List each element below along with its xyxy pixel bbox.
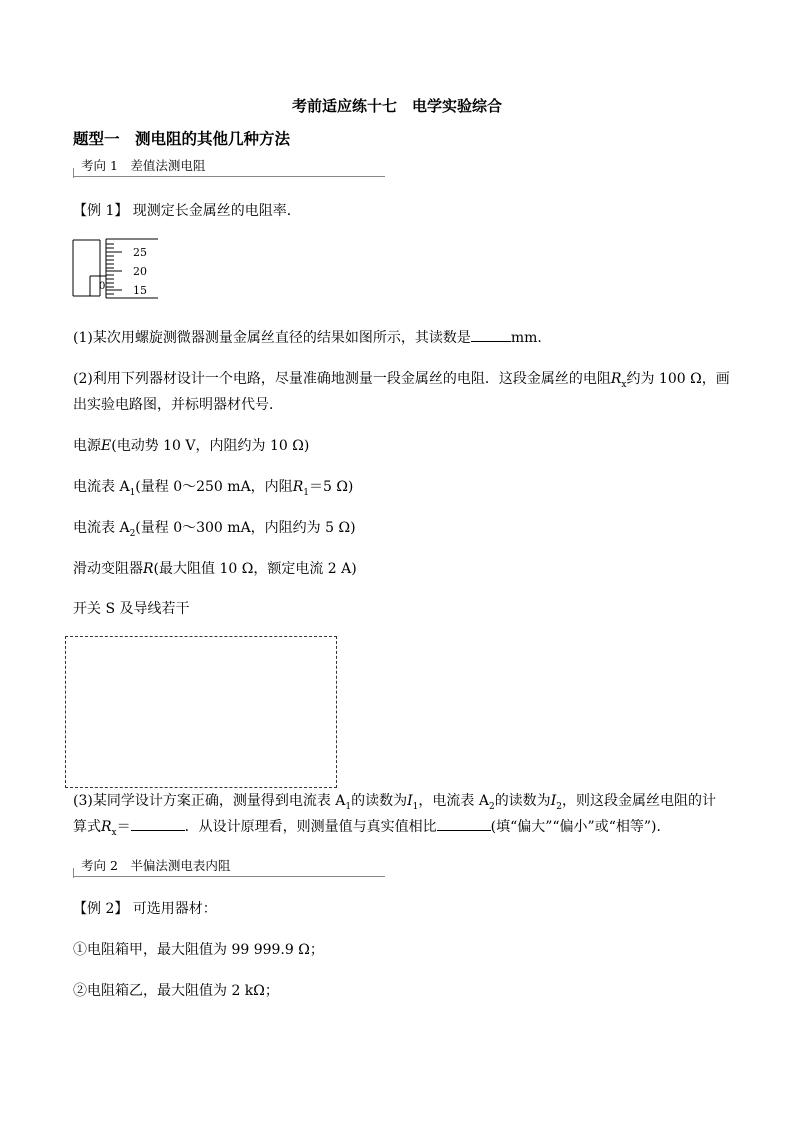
equipment-switch: 开关 S 及导线若干: [73, 601, 190, 617]
q3-subscript: x: [111, 827, 117, 838]
equip-symbol: R: [292, 479, 304, 495]
answer-blank-1[interactable]: [471, 327, 511, 342]
q3-text: ．从设计原理看，则测量值与真实值相比: [184, 819, 437, 835]
q3-text: (填“偏大”“偏小”或“相等”)．: [490, 819, 671, 835]
section-tick: [73, 868, 74, 878]
question-2-line-1: [73, 368, 730, 390]
section-label: 考向 2 半偏法测电表内阻: [81, 858, 231, 873]
q3-symbol: I: [407, 793, 413, 809]
micrometer-zero: 0: [99, 281, 106, 292]
q3-symbol: I: [550, 793, 557, 809]
equipment-rheostat: [73, 558, 357, 578]
section-label: 考向 1 差值法测电阻: [81, 158, 206, 173]
q3-text: 的读数为: [494, 793, 551, 809]
equip-text: (最大阻值 10 Ω，额定电流 2 A): [153, 561, 357, 577]
q3-text: ，电流表 A: [418, 793, 489, 809]
equip-subscript: 1: [303, 487, 309, 498]
question-3-line-2: [73, 816, 671, 838]
question-2-text-end: 约为 100 Ω，画: [626, 371, 730, 387]
q3-symbol: R: [101, 819, 112, 835]
equip-text: (量程 0～250 mA，内阻: [135, 479, 293, 495]
equip-text: (电动势 10 V，内阻约为 10 Ω): [111, 438, 310, 454]
equip-text: 电流表 A: [73, 479, 130, 495]
question-3-line-1: [73, 790, 716, 812]
equip-symbol: E: [101, 438, 112, 454]
equip-text: 电源: [73, 438, 101, 454]
q3-text: 算式: [73, 819, 101, 835]
micrometer-tick-20: 20: [133, 265, 147, 278]
equip-subscript: 2: [129, 528, 136, 539]
q3-text: 的读数为: [351, 793, 408, 809]
question-2-line-2: 出实验电路图，并标明器材代号．: [73, 397, 283, 413]
rx-subscript: x: [621, 379, 627, 390]
question-1-text: (1)某次用螺旋测微器测量金属丝直径的结果如图所示，其读数是: [73, 330, 471, 346]
micrometer-tick-15: 15: [133, 284, 147, 297]
equip-text: ＝5 Ω): [308, 479, 354, 495]
q3-text: (3)某同学设计方案正确，测量得到电流表 A: [73, 793, 346, 809]
micrometer-tick-25: 25: [133, 246, 147, 259]
page-title: 考前适应练十七 电学实验综合: [291, 97, 502, 115]
q3-subscript: 1: [345, 801, 352, 812]
answer-blank-comparison[interactable]: [437, 816, 491, 831]
example-1-label: 【例 1】 现测定长金属丝的电阻率．: [73, 203, 301, 219]
equip-text: (量程 0～300 mA，内阻约为 5 Ω): [135, 520, 356, 536]
section-header-1: [73, 157, 385, 179]
q3-text: ＝: [116, 819, 131, 835]
q3-subscript: 2: [556, 801, 562, 812]
question-1: [73, 327, 542, 347]
q3-subscript: 1: [412, 801, 419, 812]
equip-symbol: R: [143, 561, 154, 577]
question-1-unit: mm.: [510, 330, 542, 346]
equipment-power-source: [73, 435, 309, 455]
equipment-item-2: ②电阻箱乙，最大阻值为 2 kΩ；: [73, 983, 279, 999]
q3-text: ，则这段金属丝电阻的计: [561, 793, 716, 809]
answer-blank-rx-formula[interactable]: [131, 816, 185, 831]
equipment-ammeter-1: [73, 476, 353, 498]
equipment-item-1: ①电阻箱甲，最大阻值为 99 999.9 Ω；: [73, 942, 324, 958]
circuit-drawing-box[interactable]: [65, 636, 337, 788]
equip-subscript: 1: [129, 487, 136, 498]
section-header-2: [73, 857, 385, 879]
question-type-heading: 题型一 测电阻的其他几种方法: [73, 129, 291, 148]
equip-text: 电流表 A: [73, 520, 130, 536]
equipment-ammeter-2: [73, 517, 356, 539]
section-tick: [73, 168, 74, 178]
rx-symbol: R: [610, 371, 622, 387]
question-2-text: (2)利用下列器材设计一个电路，尽量准确地测量一段金属丝的电阻．这段金属丝的电阻: [73, 371, 611, 387]
q3-subscript: 2: [488, 801, 495, 812]
example-2-label: 【例 2】 可选用器材：: [73, 901, 217, 917]
micrometer-figure: [70, 236, 162, 302]
section-underline: [73, 176, 385, 177]
section-underline: [73, 876, 385, 877]
equip-text: 滑动变阻器: [73, 561, 143, 577]
